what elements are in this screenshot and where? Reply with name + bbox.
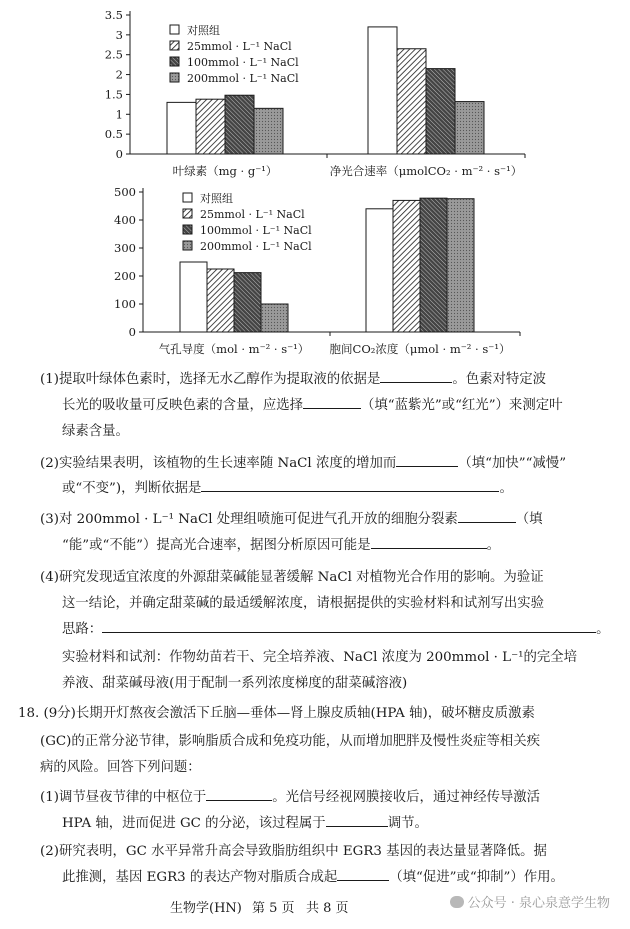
y-tick-label: 200	[114, 269, 136, 283]
bar	[455, 102, 484, 154]
bar	[420, 198, 447, 332]
answer-blank[interactable]	[201, 477, 499, 492]
y-tick-label: 1.5	[104, 87, 123, 102]
q18-line1: 18. (9分)长期开灯熬夜会激活下丘脑—垂体—肾上腺皮质轴(HPA 轴)，破坏糖皮质激素	[18, 706, 535, 721]
legend-label: 对照组	[200, 192, 233, 205]
q3-line1: (3)对 200mmol · L⁻¹ NaCl 处理组喷施可促进气孔开放的细胞分裂素 （填	[40, 508, 543, 532]
bar	[207, 269, 234, 332]
y-tick-label: 0	[128, 325, 136, 339]
bar	[254, 108, 283, 154]
legend-swatch	[183, 209, 192, 218]
q18-1-line1: (1)调节昼夜节律的中枢位于 。光信号经视网膜接收后，通过神经传导激活	[40, 786, 540, 810]
legend-swatch	[183, 241, 192, 250]
bar	[397, 49, 426, 154]
bar	[196, 99, 225, 154]
wechat-icon	[450, 896, 464, 908]
footer-page: 第 5 页	[252, 901, 295, 916]
q1-line2: 长光的吸收量可反映色素的含量，应选择 （填“蓝紫光”或“红光”）来测定叶	[62, 394, 563, 418]
answer-blank[interactable]	[396, 452, 458, 467]
footer-total: 共 8 页	[306, 901, 349, 916]
legend-swatch	[170, 57, 179, 66]
legend-swatch	[183, 225, 192, 234]
chart-chlorophyll-photosynthesis	[0, 0, 630, 180]
watermark: 公众号 · 泉心泉意学生物	[450, 892, 610, 911]
x-category-label: 胞间CO₂浓度（μmol · m⁻² · s⁻¹）	[329, 342, 511, 356]
y-tick-label: 2	[115, 67, 123, 82]
bar	[167, 102, 196, 154]
q1-line1: (1)提取叶绿体色素时，选择无水乙醇作为提取液的依据是 。色素对特定波	[40, 368, 546, 392]
answer-blank[interactable]	[326, 812, 388, 827]
legend-label: 100mmol · L⁻¹ NaCl	[187, 56, 299, 69]
bar	[261, 304, 288, 332]
q2-line2: 或“不变”)，判断依据是 。	[62, 477, 513, 501]
bar	[447, 199, 474, 332]
y-tick-label: 500	[114, 185, 136, 199]
x-category-label: 净光合速率（μmolCO₂ · m⁻² · s⁻¹）	[329, 164, 523, 178]
legend-label: 100mmol · L⁻¹ NaCl	[200, 224, 312, 237]
q18-2-line1: (2)研究表明，GC 水平异常升高会导致脂肪组织中 EGR3 基因的表达量显著降低。据	[40, 844, 547, 859]
legend-label: 200mmol · L⁻¹ NaCl	[200, 240, 312, 253]
bar	[368, 27, 397, 154]
x-category-label: 叶绿素（mg · g⁻¹）	[172, 164, 278, 178]
q18-line3: 病的风险。回答下列问题：	[40, 760, 201, 775]
q18-line2: (GC)的正常分泌节律，影响脂质合成和免疫功能，从而增加肥胖及慢性炎症等相关疾	[40, 734, 541, 749]
legend-swatch	[170, 73, 179, 82]
legend-label: 对照组	[187, 24, 220, 37]
answer-blank[interactable]	[371, 534, 487, 549]
y-tick-label: 0	[115, 147, 123, 161]
q2-line1: (2)实验结果表明，该植物的生长速率随 NaCl 浓度的增加而 （填“加快”“减慢”	[40, 452, 566, 476]
y-tick-label: 2.5	[104, 47, 123, 62]
answer-blank[interactable]	[458, 508, 516, 523]
legend-swatch	[170, 41, 179, 50]
legend-label: 200mmol · L⁻¹ NaCl	[187, 72, 299, 85]
q4-line2: 这一结论，并确定甜菜碱的最适缓解浓度，请根据提供的实验材料和试剂写出实验	[62, 596, 545, 611]
y-tick-label: 400	[114, 213, 136, 227]
answer-blank[interactable]	[102, 618, 596, 633]
q4-line3: 思路： 。	[62, 618, 610, 642]
bar	[180, 262, 207, 332]
y-tick-label: 100	[114, 297, 136, 311]
answer-blank[interactable]	[337, 866, 389, 881]
chart-stomata-co2	[0, 180, 630, 360]
legend-swatch	[170, 25, 179, 34]
q18-1-line2: HPA 轴，进而促进 GC 的分泌，该过程属于 调节。	[62, 812, 428, 836]
x-category-label: 气孔导度（mol · m⁻² · s⁻¹）	[158, 342, 310, 356]
bar	[225, 95, 254, 154]
q3-line2: “能”或“不能”）提高光合速率，据图分析原因可能是 。	[62, 534, 500, 558]
y-tick-label: 3.5	[104, 8, 123, 22]
answer-blank[interactable]	[380, 368, 452, 383]
q18-2-line2: 此推测，基因 EGR3 的表达产物对脂质合成起 （填“促进”或“抑制”）作用。	[62, 866, 564, 890]
y-tick-label: 1	[115, 107, 123, 122]
q1-line3: 绿素含量。	[62, 424, 129, 439]
q4-line5: 养液、甜菜碱母液(用于配制一系列浓度梯度的甜菜碱溶液)	[62, 676, 408, 691]
legend-label: 25mmol · L⁻¹ NaCl	[200, 208, 305, 221]
y-tick-label: 0.5	[104, 127, 123, 142]
y-tick-label: 3	[115, 27, 123, 42]
answer-blank[interactable]	[206, 786, 272, 801]
bar	[234, 273, 261, 332]
answer-blank[interactable]	[303, 394, 361, 409]
y-tick-label: 300	[114, 241, 136, 255]
q4-line1: (4)研究发现适宜浓度的外源甜菜碱能显著缓解 NaCl 对植物光合作用的影响。为验证	[40, 570, 544, 585]
legend-label: 25mmol · L⁻¹ NaCl	[187, 40, 292, 53]
bar	[366, 209, 393, 332]
bar	[426, 69, 455, 154]
footer-subject: 生物学(HN)	[170, 901, 242, 916]
bar	[393, 200, 420, 332]
legend-swatch	[183, 193, 192, 202]
q4-line4: 实验材料和试剂：作物幼苗若干、完全培养液、NaCl 浓度为 200mmol · L⁻¹的完全培	[62, 650, 578, 665]
